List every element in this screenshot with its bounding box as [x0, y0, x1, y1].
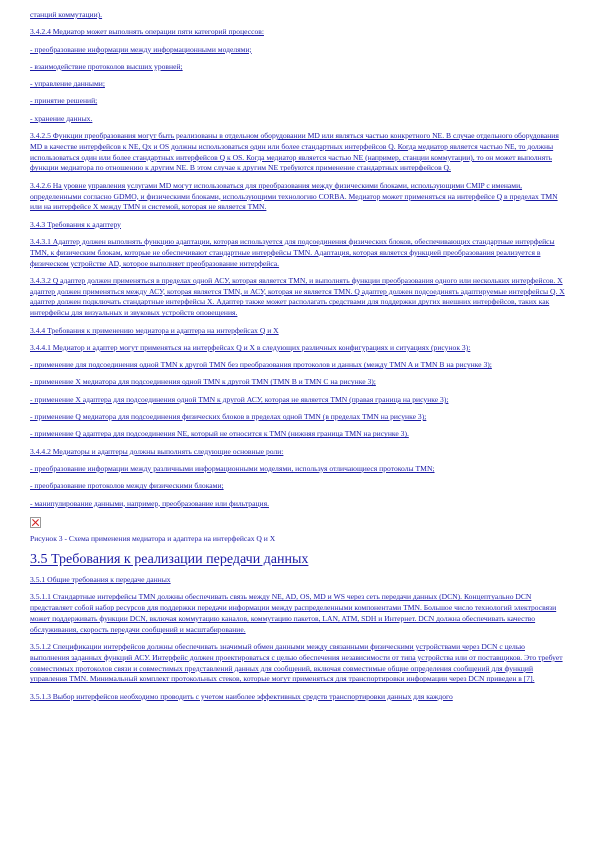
paragraph[interactable]: - применение Q медиатора для подсоединения физических блоков в пределах одной TMN (в пределах TMN на рисунке 3);	[30, 412, 427, 422]
paragraph[interactable]: - преобразование информации между различными информационными моделями, используя отличающиеся протоколы TMN;	[30, 463, 435, 473]
paragraph[interactable]: - применение X медиатора для подсоединения одной TMN к другой TMN (TMN B и TMN C на рисунке 3);	[30, 377, 376, 387]
paragraph[interactable]: - манипулирование данными, например, преобразование или фильтрация.	[30, 498, 269, 508]
paragraph[interactable]: 3.4.2.6 На уровне управления услугами MD могут использоваться для преобразования между физическими блоками, использующими CMIP с именами, определенными согласно GDMO, и физическими блоками, использующими технологию CORBA. Медиатор может применяться на интерфейсе Q в пределах TMN или на интерфейсе X между TMN и системой, которая не является TMN.	[30, 180, 558, 212]
paragraph[interactable]: 3.4.2.4 Медиатор может выполнять операции пяти категорий процессов:	[30, 27, 264, 37]
paragraph[interactable]: 3.5.1.3 Выбор интерфейсов необходимо проводить с учетом наиболее эффективных средств транспортировки данных для каждого	[30, 691, 453, 701]
paragraph[interactable]: 3.4.3.1 Адаптер должен выполнять функцию адаптации, которая используется для подсоединения физических блоков, обеспечивающих стандартные интерфейсы TMN, к физическим блокам, которые не обеспечивают стандартные интерфейсы TMN. Адаптация, которая является функцией преобразования реализуется в физическом устройстве AD, которое выполняет преобразование интерфейса.	[30, 236, 555, 268]
section-heading: 3.5 Требования к реализации передачи данных	[30, 552, 309, 568]
paragraph[interactable]: - применение X адаптера для подсоединения одной TMN к другой АСУ, которая не является TMN (правая граница на рисунке 3);	[30, 394, 449, 404]
paragraph[interactable]: - хранение данных.	[30, 113, 93, 123]
paragraph[interactable]: станций коммутации).	[30, 10, 103, 19]
broken-image-icon	[30, 517, 41, 528]
paragraph[interactable]: 3.4.3 Требования к адаптеру	[30, 219, 121, 229]
paragraph[interactable]: 3.5.1 Общие требования к передаче данных	[30, 575, 171, 585]
paragraph[interactable]: 3.5.1.2 Спецификации интерфейсов должны обеспечивать значимый обмен данными между связанными физическими устройствами через DCN с целью выполнения заданных функций АСУ. Интерфейс должен проектироваться с целью обеспечения независимости от типа устройства или от поставщиков. Это требует совместимых протоколов связи и совместимых представлений данных для сообщений, включая совместимые общие определения сообщений для функций управления TMN. Минимальный комплект протокольных стеков, которые могут применяться для транспортировки информации через DCN приведен в [7].	[30, 642, 563, 684]
paragraph[interactable]: - применение для подсоединения одной TMN к другой TMN без преобразования протоколов и данных (между TMN A и TMN B на рисунке 3);	[30, 360, 492, 370]
top-paragraphs	[30, 10, 565, 509]
paragraph[interactable]: - принятие решений;	[30, 96, 98, 106]
paragraph[interactable]: - применение Q адаптера для подсоединения NE, который не относится к TMN (нижняя граница TMN на рисунке 3).	[30, 429, 409, 439]
paragraph[interactable]: 3.4.4.1 Медиатор и адаптер могут применяться на интерфейсах Q и X в следующих различных конфигурациях и ситуациях (рисунок 3):	[30, 342, 471, 352]
paragraph[interactable]: - взаимодействие протоколов высших уровней;	[30, 61, 183, 71]
figure-caption: Рисунок 3 - Схема применения медиатора и адаптера на интерфейсах Q и X	[30, 534, 276, 544]
bottom-paragraphs	[30, 575, 565, 702]
paragraph[interactable]: 3.5.1.1 Стандартные интерфейсы TMN должны обеспечивать связь между NE, AD, OS, MD и WS через сеть передачи данных (DCN). Концептуально DCN представляет собой набор ресурсов для поддержки передачи информации между распределенными компонентами TMN. Большое число технологий электросвязи может поддерживать функции DCN, включая коммутацию каналов, коммутацию пакетов, LAN, ATM, SDH и Интернет. DCN должна обеспечивать качество обслуживания, скорость передачи сообщений и масштабирование.	[30, 592, 557, 634]
paragraph[interactable]: - управление данными;	[30, 79, 105, 89]
paragraph[interactable]: - преобразование информации между информационными моделями;	[30, 44, 252, 54]
paragraph[interactable]: 3.4.3.2 Q адаптер должен применяться в пределах одной АСУ, которая является TMN, и выполнять функции преобразования одного или нескольких интерфейсов. X адаптер должен применяться между АСУ, которая является TMN, и АСУ, которая не является TMN. Q адаптер должен подсоединять адаптируемые интерфейсы Q. X адаптер должен подключать стандартные интерфейсы X. Адаптер также может располагать средствами для поддержки других внешних интерфейсов, таких как интерфейсы для визуальных и звуковых устройств оповещения.	[30, 275, 565, 318]
paragraph[interactable]: 3.4.4 Требования к применению медиатора и адаптера на интерфейсах Q и X	[30, 325, 279, 335]
paragraph[interactable]: 3.4.2.5 Функции преобразования могут быть реализованы в отдельном оборудовании MD или являться частью конкретного NE. В случае отдельного оборудования MD в качестве интерфейсов к NE, Qx и OS должны использоваться один или более стандартных интерфейсов Q. Когда медиатор является частью NE, то должны использоваться один или более стандартных интерфейсов Q к OS. Когда медиатор является частью NE (например, станции коммутации), то он может выполнять функции медиатора по отношению к другим NE. В этом случае к другим NE требуются применение стандартных интерфейсов Q.	[30, 131, 559, 173]
paragraph[interactable]: - преобразование протоколов между физическими блоками;	[30, 481, 224, 491]
paragraph[interactable]: 3.4.4.2 Медиаторы и адаптеры должны выполнять следующие основные роли:	[30, 446, 284, 456]
